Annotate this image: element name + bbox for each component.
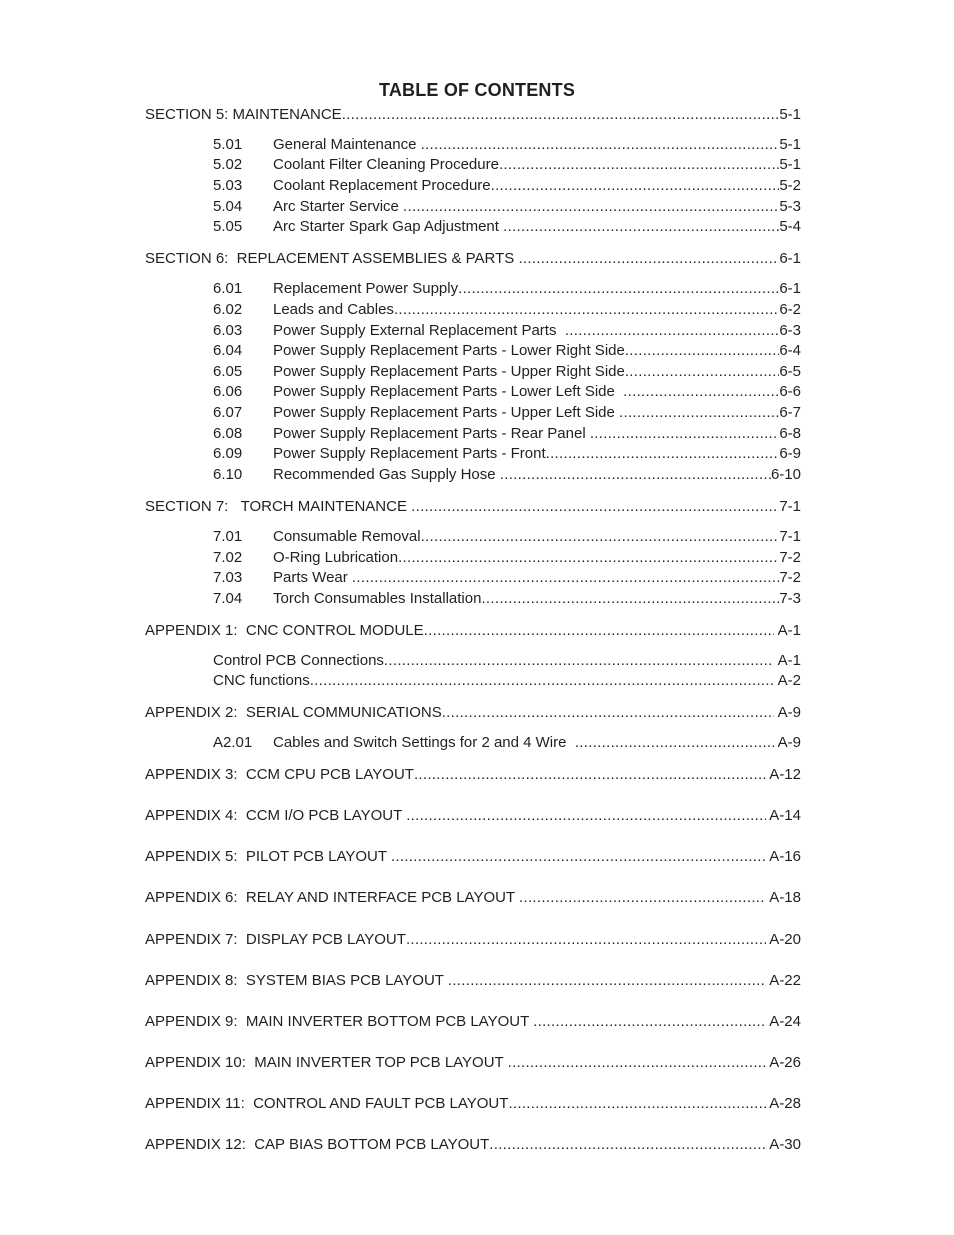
entry-number: 6.10 bbox=[213, 466, 243, 483]
dot-leader bbox=[508, 1053, 766, 1073]
entry-page-number: 6-8 bbox=[779, 425, 801, 442]
entry-title: Power Supply Replacement Parts - Upper Left Side bbox=[273, 404, 620, 421]
toc-entry[interactable] bbox=[213, 217, 801, 237]
entry-title: SECTION 6: REPLACEMENT ASSEMBLIES & PARTS bbox=[145, 250, 519, 267]
dot-leader bbox=[421, 527, 780, 547]
entry-page-number: 6-1 bbox=[779, 280, 801, 297]
toc-entry[interactable] bbox=[213, 279, 801, 299]
entry-title: APPENDIX 7: DISPLAY PCB LAYOUT bbox=[145, 931, 406, 948]
toc-entry[interactable] bbox=[213, 403, 801, 423]
entry-page-number: A-2 bbox=[774, 672, 801, 689]
dot-leader bbox=[406, 930, 766, 950]
entry-title: Consumable Removal bbox=[273, 528, 421, 545]
toc-entry[interactable] bbox=[213, 733, 801, 753]
entry-page-number: 6-7 bbox=[779, 404, 801, 421]
entry-number: 6.06 bbox=[213, 383, 243, 400]
dot-leader bbox=[448, 971, 766, 991]
entry-page-number: A-20 bbox=[765, 931, 801, 948]
toc-section-entry[interactable] bbox=[145, 621, 801, 641]
toc-section-entry[interactable] bbox=[145, 1135, 801, 1155]
toc-entry[interactable] bbox=[213, 527, 801, 547]
dot-leader bbox=[519, 888, 766, 908]
entry-page-number: A-1 bbox=[774, 622, 801, 639]
dot-leader bbox=[391, 847, 766, 867]
entry-page-number: A-24 bbox=[765, 1013, 801, 1030]
dot-leader bbox=[414, 765, 766, 785]
entry-page-number: 7-1 bbox=[779, 498, 801, 515]
dot-leader bbox=[489, 1135, 766, 1155]
entry-title: APPENDIX 8: SYSTEM BIAS PCB LAYOUT bbox=[145, 972, 448, 989]
entry-number: 5.01 bbox=[213, 136, 243, 153]
entry-number: 6.03 bbox=[213, 322, 243, 339]
toc-entry[interactable] bbox=[213, 197, 801, 217]
entry-title: O-Ring Lubrication bbox=[273, 549, 399, 566]
entry-page-number: 6-9 bbox=[779, 445, 801, 462]
toc-entry[interactable] bbox=[213, 341, 801, 361]
dot-leader bbox=[398, 548, 779, 568]
entry-title: APPENDIX 10: MAIN INVERTER TOP PCB LAYOUT bbox=[145, 1054, 508, 1071]
entry-title: APPENDIX 6: RELAY AND INTERFACE PCB LAYOUT bbox=[145, 889, 520, 906]
entry-number: 6.05 bbox=[213, 363, 243, 380]
entry-title: Torch Consumables Installation bbox=[273, 590, 482, 607]
entry-title: Coolant Filter Cleaning Procedure bbox=[273, 156, 499, 173]
entry-page-number: 5-1 bbox=[779, 156, 801, 173]
dot-leader bbox=[533, 1012, 766, 1032]
dot-leader bbox=[508, 1094, 766, 1114]
entry-title: Control PCB Connections bbox=[213, 652, 384, 669]
dot-leader bbox=[575, 733, 774, 753]
entry-title: Replacement Power Supply bbox=[273, 280, 459, 297]
dot-leader bbox=[352, 568, 779, 588]
entry-title: APPENDIX 4: CCM I/O PCB LAYOUT bbox=[145, 807, 407, 824]
toc-section-entry[interactable] bbox=[145, 1012, 801, 1032]
entry-page-number: A-26 bbox=[765, 1054, 801, 1071]
entry-number: 6.08 bbox=[213, 425, 243, 442]
dot-leader bbox=[619, 403, 779, 423]
entry-number: 6.01 bbox=[213, 280, 243, 297]
entry-title: Power Supply Replacement Parts - Rear Panel bbox=[273, 425, 590, 442]
dot-leader bbox=[394, 300, 779, 320]
page-title: TABLE OF CONTENTS bbox=[378, 80, 576, 100]
entry-page-number: 5-1 bbox=[779, 106, 801, 123]
entry-number: 7.01 bbox=[213, 528, 243, 545]
entry-page-number: A-22 bbox=[765, 972, 801, 989]
entry-title: Power Supply Replacement Parts - Upper Right Side bbox=[273, 363, 625, 380]
dot-leader bbox=[491, 176, 780, 196]
toc-section-entry[interactable] bbox=[145, 888, 801, 908]
entry-number: 5.02 bbox=[213, 156, 243, 173]
toc-section-entry[interactable] bbox=[145, 971, 801, 991]
entry-page-number: 7-1 bbox=[779, 528, 801, 545]
dot-leader bbox=[565, 321, 780, 341]
entry-number: 6.09 bbox=[213, 445, 243, 462]
dot-leader bbox=[442, 703, 775, 723]
entry-number: 6.07 bbox=[213, 404, 243, 421]
entry-page-number: 7-2 bbox=[779, 569, 801, 586]
entry-title: Coolant Replacement Procedure bbox=[273, 177, 491, 194]
entry-title: Arc Starter Service bbox=[273, 198, 404, 215]
entry-title: Power Supply Replacement Parts - Lower Right Side bbox=[273, 342, 625, 359]
entry-page-number: A-1 bbox=[774, 652, 801, 669]
entry-page-number: A-9 bbox=[774, 704, 801, 721]
entry-number: 6.04 bbox=[213, 342, 243, 359]
toc-section-entry[interactable] bbox=[145, 930, 801, 950]
dot-leader bbox=[481, 589, 779, 609]
entry-page-number: 5-3 bbox=[779, 198, 801, 215]
toc-section-entry[interactable] bbox=[145, 847, 801, 867]
entry-number: 5.05 bbox=[213, 218, 243, 235]
toc-section-entry[interactable] bbox=[145, 497, 801, 517]
toc-entry[interactable] bbox=[213, 321, 801, 341]
dot-leader bbox=[406, 806, 766, 826]
entry-page-number: A-30 bbox=[765, 1136, 801, 1153]
entry-title: Leads and Cables bbox=[273, 301, 394, 318]
entry-page-number: 7-3 bbox=[779, 590, 801, 607]
entry-page-number: 6-5 bbox=[779, 363, 801, 380]
toc-section-entry[interactable] bbox=[145, 1053, 801, 1073]
toc-entry[interactable] bbox=[213, 651, 801, 671]
entry-title: Power Supply Replacement Parts - Lower Left Side bbox=[273, 383, 624, 400]
dot-leader bbox=[623, 382, 779, 402]
entry-title: Power Supply Replacement Parts - Front bbox=[273, 445, 546, 462]
entry-number: 6.02 bbox=[213, 301, 243, 318]
entry-title: Parts Wear bbox=[273, 569, 352, 586]
entry-title: APPENDIX 5: PILOT PCB LAYOUT bbox=[145, 848, 391, 865]
toc-entry[interactable] bbox=[213, 362, 801, 382]
entry-page-number: 6-2 bbox=[779, 301, 801, 318]
entry-page-number: 6-4 bbox=[779, 342, 801, 359]
entry-page-number: A-18 bbox=[765, 889, 801, 906]
toc-entry[interactable] bbox=[213, 671, 801, 691]
dot-leader bbox=[503, 217, 779, 237]
entry-page-number: A-12 bbox=[765, 766, 801, 783]
entry-title: Power Supply External Replacement Parts bbox=[273, 322, 565, 339]
entry-number: 7.04 bbox=[213, 590, 243, 607]
toc-section-entry[interactable] bbox=[145, 249, 801, 269]
entry-title: Cables and Switch Settings for 2 and 4 Wire bbox=[273, 734, 575, 751]
toc-entry[interactable] bbox=[213, 568, 801, 588]
dot-leader bbox=[546, 444, 780, 464]
dot-leader bbox=[421, 135, 780, 155]
entry-number: 5.03 bbox=[213, 177, 243, 194]
entry-title: SECTION 7: TORCH MAINTENANCE bbox=[145, 498, 412, 515]
entry-title: APPENDIX 9: MAIN INVERTER BOTTOM PCB LAYOUT bbox=[145, 1013, 534, 1030]
entry-number: 5.04 bbox=[213, 198, 243, 215]
entry-number: 7.02 bbox=[213, 549, 243, 566]
entry-page-number: 6-1 bbox=[779, 250, 801, 267]
toc-entry[interactable] bbox=[213, 548, 801, 568]
entry-title: SECTION 5: MAINTENANCE bbox=[145, 106, 342, 123]
dot-leader bbox=[310, 671, 775, 691]
dot-leader bbox=[384, 651, 774, 671]
toc-section-entry[interactable] bbox=[145, 703, 801, 723]
dot-leader bbox=[625, 362, 779, 382]
dot-leader bbox=[342, 105, 780, 125]
toc-entry[interactable] bbox=[213, 155, 801, 175]
toc-entry[interactable] bbox=[213, 444, 801, 464]
entry-page-number: A-16 bbox=[765, 848, 801, 865]
entry-number: A2.01 bbox=[213, 734, 253, 751]
dot-leader bbox=[458, 279, 779, 299]
entry-title: APPENDIX 1: CNC CONTROL MODULE bbox=[145, 622, 424, 639]
toc-entry[interactable] bbox=[213, 382, 801, 402]
toc-entry[interactable] bbox=[213, 424, 801, 444]
entry-title: APPENDIX 3: CCM CPU PCB LAYOUT bbox=[145, 766, 414, 783]
entry-number: 7.03 bbox=[213, 569, 243, 586]
entry-title: Arc Starter Spark Gap Adjustment bbox=[273, 218, 504, 235]
entry-page-number: 6-10 bbox=[770, 466, 801, 483]
dot-leader bbox=[590, 424, 779, 444]
toc-section-entry[interactable] bbox=[145, 1094, 801, 1114]
dot-leader bbox=[424, 621, 775, 641]
entry-page-number: 5-2 bbox=[779, 177, 801, 194]
entry-page-number: 5-4 bbox=[779, 218, 801, 235]
toc-entry[interactable] bbox=[213, 465, 801, 485]
entry-title: CNC functions bbox=[213, 672, 310, 689]
entry-page-number: A-9 bbox=[774, 734, 801, 751]
toc-section-entry[interactable] bbox=[145, 105, 801, 125]
entry-page-number: 7-2 bbox=[779, 549, 801, 566]
dot-leader bbox=[500, 465, 771, 485]
entry-page-number: A-28 bbox=[765, 1095, 801, 1112]
dot-leader bbox=[518, 249, 779, 269]
entry-title: APPENDIX 2: SERIAL COMMUNICATIONS bbox=[145, 704, 442, 721]
dot-leader bbox=[403, 197, 779, 217]
toc-entry[interactable] bbox=[213, 589, 801, 609]
entry-title: APPENDIX 12: CAP BIAS BOTTOM PCB LAYOUT bbox=[145, 1136, 490, 1153]
entry-title: APPENDIX 11: CONTROL AND FAULT PCB LAYOUT bbox=[145, 1095, 509, 1112]
toc-entry[interactable] bbox=[213, 135, 801, 155]
dot-leader bbox=[411, 497, 779, 517]
toc-entry[interactable] bbox=[213, 176, 801, 196]
dot-leader bbox=[499, 155, 779, 175]
entry-page-number: 6-3 bbox=[779, 322, 801, 339]
entry-page-number: A-14 bbox=[765, 807, 801, 824]
entry-page-number: 5-1 bbox=[779, 136, 801, 153]
dot-leader bbox=[625, 341, 779, 361]
toc-section-entry[interactable] bbox=[145, 806, 801, 826]
entry-page-number: 6-6 bbox=[779, 383, 801, 400]
toc-entry[interactable] bbox=[213, 300, 801, 320]
entry-title: General Maintenance bbox=[273, 136, 421, 153]
entry-title: Recommended Gas Supply Hose bbox=[273, 466, 500, 483]
toc-section-entry[interactable] bbox=[145, 765, 801, 785]
